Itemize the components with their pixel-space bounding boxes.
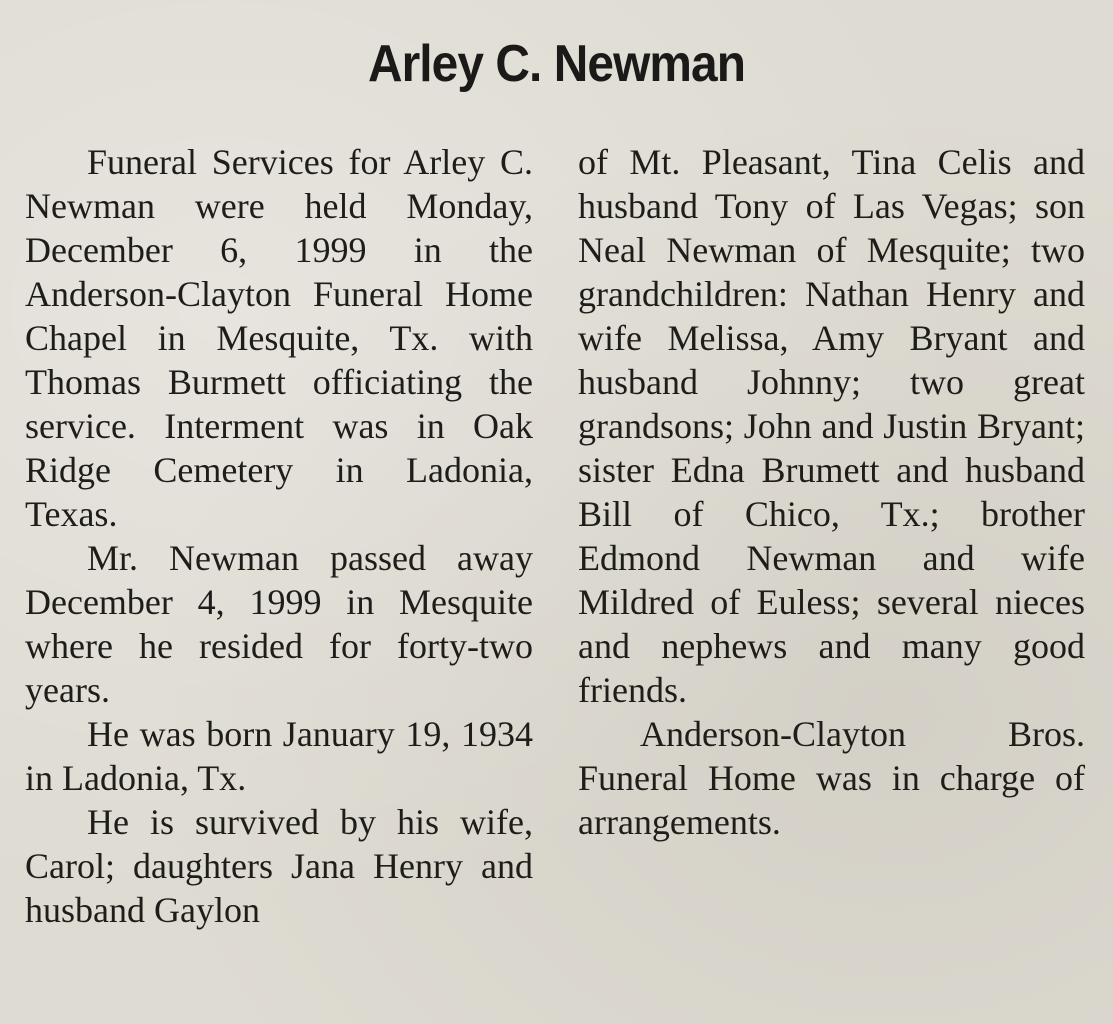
right-column	[578, 140, 1085, 844]
left-column	[25, 140, 533, 932]
paragraph-survived-by: He is survived by his wife, Carol; daughters Jana Henry and husband Gaylon	[25, 802, 533, 930]
paragraph-funeral-services: Funeral Services for Arley C. Newman were held Monday, December 6, 1999 in the Anderson-Clayton Funeral Home Chapel in Mesquite, Tx. with Thomas Burmett officiating the service. Interment was in Oak Ridge Cemetery in Ladonia, Texas.	[25, 142, 533, 534]
paragraph-survivors-continued: of Mt. Pleasant, Tina Celis and husband Tony of Las Vegas; son Neal Newman of Mesquite; two grandchildren: Nathan Henry and wife Melissa, Amy Bryant and husband Johnny; two great grandsons; John and Justin Bryant; sister Edna Brumett and husband Bill of Chico, Tx.; brother Edmond Newman and wife Mildred of Euless; several nieces and nephews and many good friends.	[578, 142, 1085, 710]
obituary-headline: Arley C. Newman	[367, 35, 746, 93]
paragraph-born: He was born January 19, 1934 in Ladonia, Tx.	[25, 714, 533, 798]
paragraph-arrangements: Anderson-Clayton Bros. Funeral Home was in charge of arrangements.	[578, 714, 1085, 842]
paragraph-passed-away: Mr. Newman passed away December 4, 1999 in Mesquite where he resided for forty-two years.	[25, 538, 533, 710]
